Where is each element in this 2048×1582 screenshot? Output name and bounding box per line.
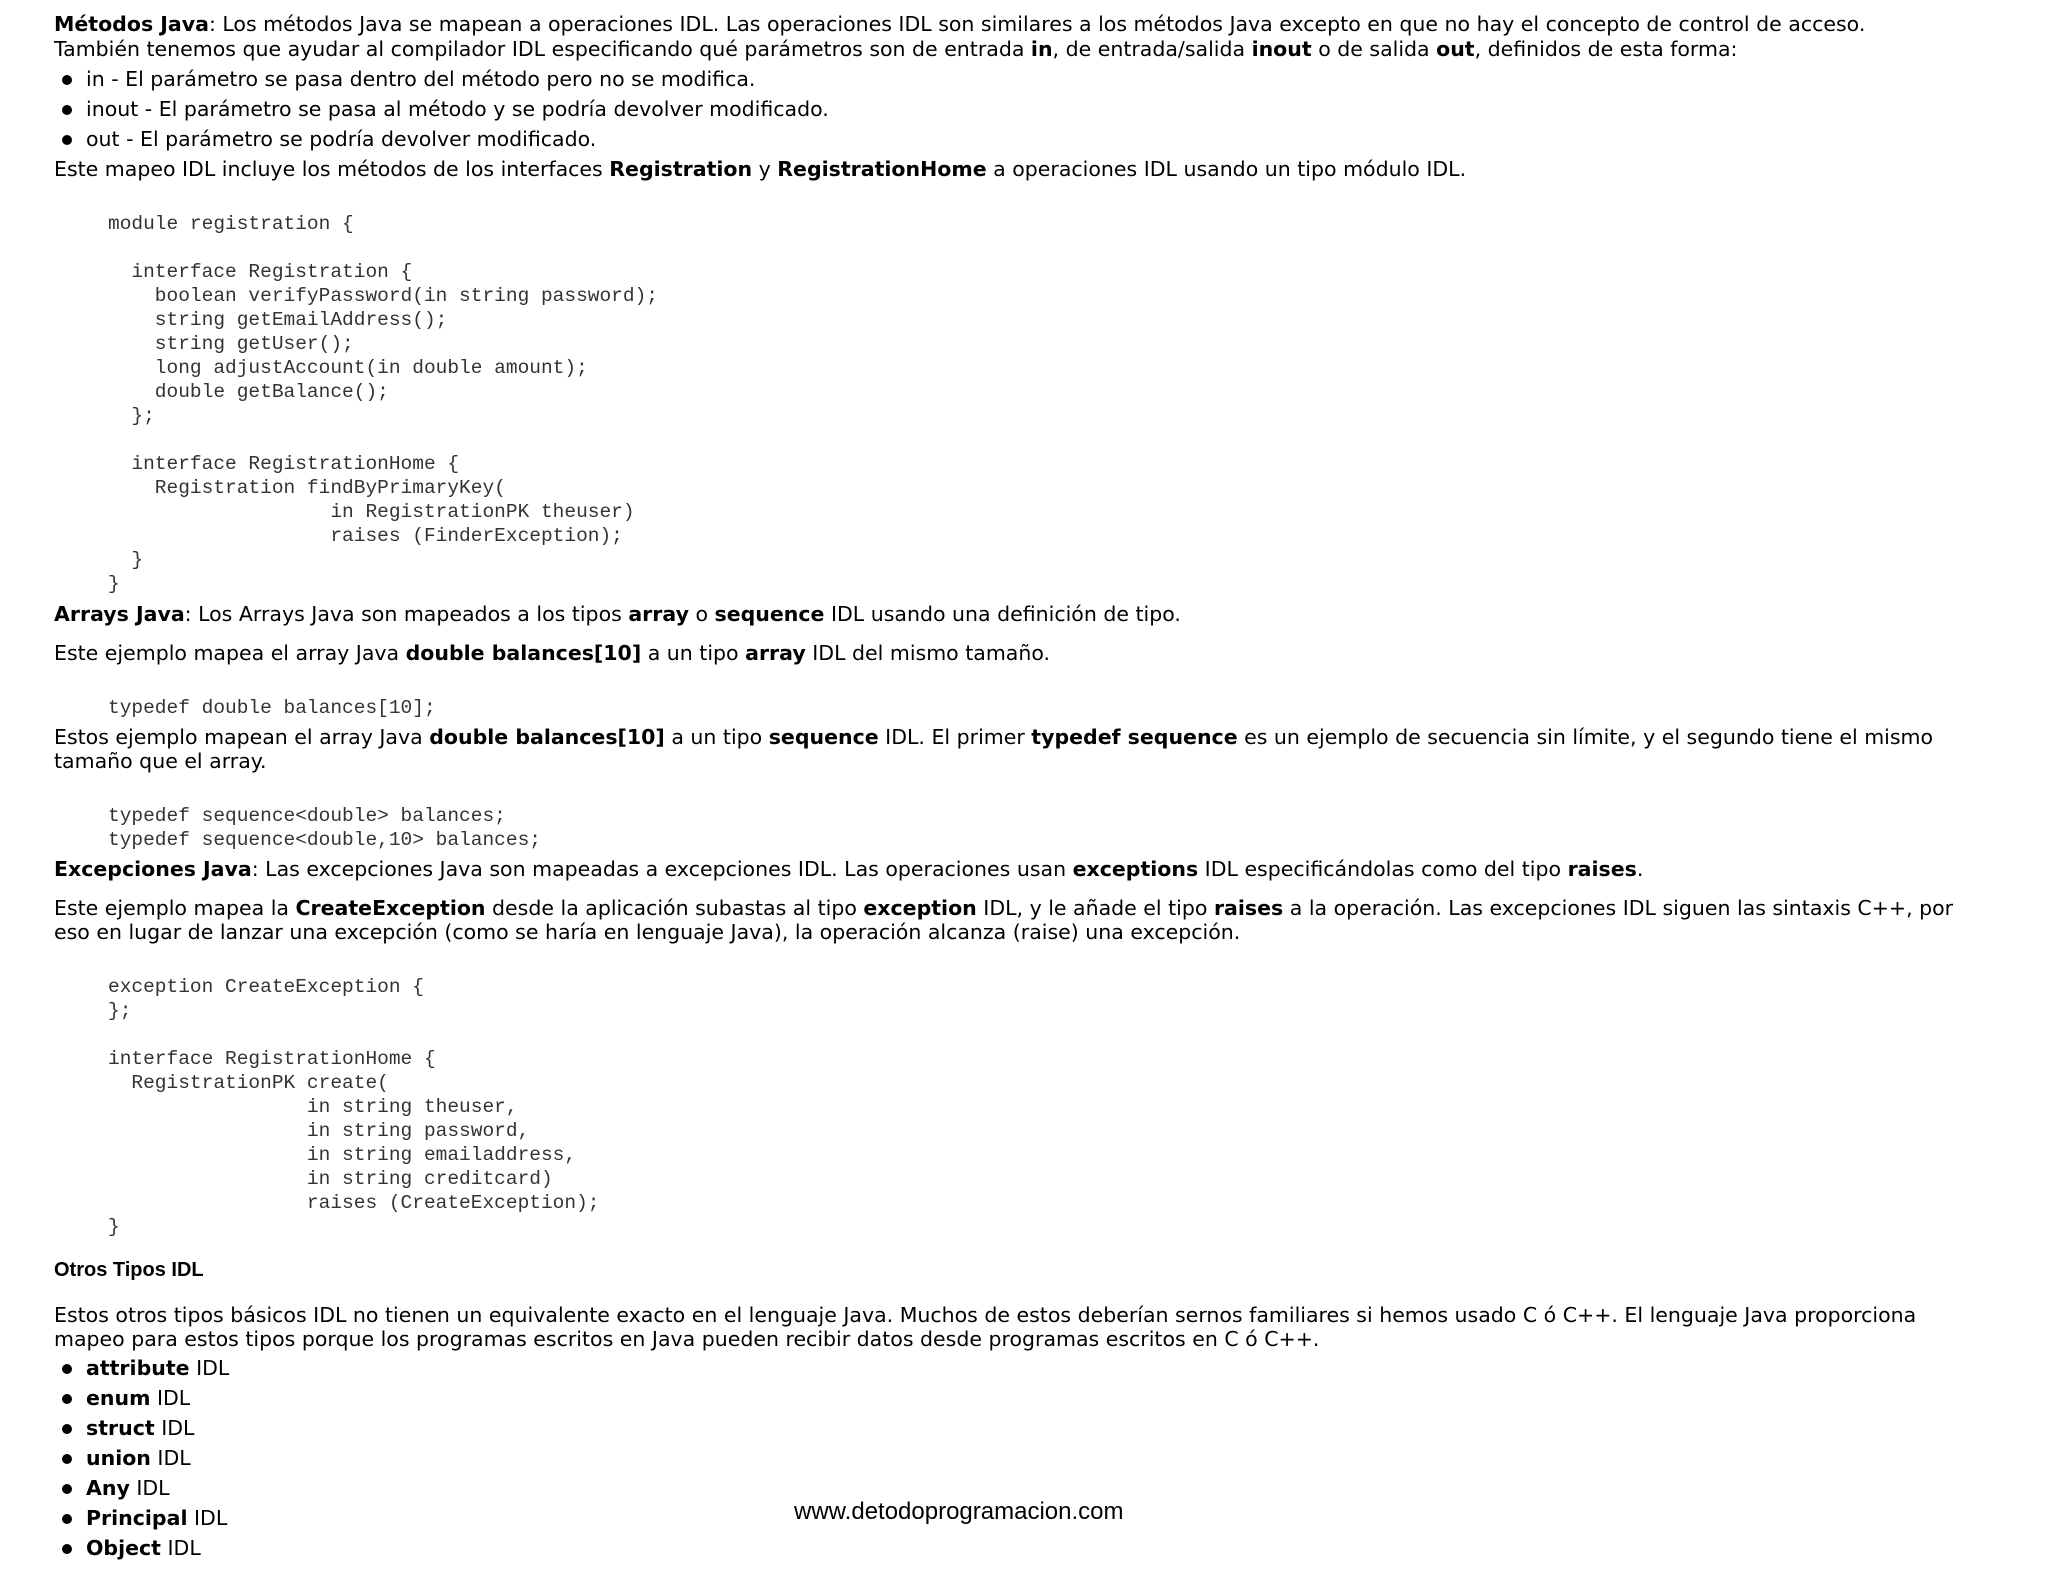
keyword-sequence: sequence	[714, 602, 825, 626]
bullet-icon	[62, 1514, 72, 1524]
otros-paragraph-line1: Estos otros tipos básicos IDL no tienen un equivalente exacto en el lenguaje Java. Muchos de estos deberían sernos familiares si hemos usado C ó C++. El lenguaje Java proporciona	[54, 1303, 1917, 1327]
bullet-icon	[62, 1544, 72, 1554]
arrays-ej2-text-d: es un ejemplo de secuencia sin límite, y el segundo tiene el mismo	[1237, 725, 1934, 749]
excepciones-ej-text-d: a la operación. Las excepciones IDL siguen las sintaxis C++, por	[1283, 896, 1954, 920]
arrays-term: Arrays Java	[54, 602, 185, 626]
list-item-suffix: IDL	[189, 1356, 230, 1380]
keyword-double-balances: double balances[10]	[405, 641, 642, 665]
keyword-out: out	[1436, 37, 1475, 61]
bullet-icon	[62, 105, 72, 115]
metodos-text: : Los métodos Java se mapean a operaciones IDL. Las operaciones IDL son similares a los métodos Java excepto en que no hay el concepto de control de acceso.	[208, 12, 1866, 36]
code-block-typedef-sequence: typedef sequence<double> balances; typedef sequence<double,10> balances;	[108, 805, 541, 851]
list-item-keyword: Object	[86, 1536, 161, 1560]
list-item-keyword: enum	[86, 1386, 151, 1410]
keyword-array: array	[628, 602, 689, 626]
metodos-text-a: También tenemos que ayudar al compilador IDL especificando qué parámetros son de entrada	[54, 37, 1031, 61]
metodos-text-d: , definidos de esta forma:	[1474, 37, 1738, 61]
mapeo-text-c: a operaciones IDL usando un tipo módulo IDL.	[986, 157, 1467, 181]
mapeo-text-a: Este mapeo IDL incluye los métodos de los interfaces	[54, 157, 610, 181]
keyword-array: array	[745, 641, 806, 665]
otros-paragraph-line2: mapeo para estos tipos porque los programas escritos en Java pueden recibir datos desde programas escritos en C ó C++.	[54, 1327, 1320, 1351]
code-block-typedef-array: typedef double balances[10];	[108, 697, 436, 719]
metodos-term: Métodos Java	[54, 12, 209, 36]
keyword-exception: exception	[863, 896, 977, 920]
list-item	[86, 127, 596, 151]
metodos-paragraph-line2	[54, 37, 1737, 61]
bullet-icon	[62, 1424, 72, 1434]
list-item	[86, 1386, 190, 1410]
arrays-text-c: IDL usando una definición de tipo.	[824, 602, 1181, 626]
keyword-inout: inout	[1251, 37, 1312, 61]
metodos-paragraph-line1	[54, 12, 1865, 36]
list-item	[86, 1476, 170, 1500]
code-block-module: module registration { interface Registration { boolean verifyPassword(in string password); string getEmailAddress(); string getUser(); long adjustAccount(in double amount); double getBalance(); }; interface RegistrationHome { Registration findByPrimaryKey( in RegistrationPK theuser) raises (FinderException); } }	[108, 213, 658, 595]
list-item	[86, 1536, 201, 1560]
arrays-ej1-text-b: a un tipo	[641, 641, 746, 665]
bullet-icon	[62, 75, 72, 85]
list-item-text: inout - El parámetro se pasa al método y se podría devolver modificado.	[86, 97, 829, 121]
excepciones-ej-text-c: IDL, y le añade el tipo	[976, 896, 1214, 920]
list-item-suffix: IDL	[150, 1386, 191, 1410]
keyword-typedef-sequence: typedef sequence	[1031, 725, 1238, 749]
list-item-keyword: Any	[86, 1476, 130, 1500]
section-heading-otros-tipos: Otros Tipos IDL	[54, 1259, 204, 1281]
arrays-text-b: o	[688, 602, 715, 626]
excepciones-term: Excepciones Java	[54, 857, 252, 881]
keyword-raises: raises	[1213, 896, 1284, 920]
list-item-suffix: IDL	[160, 1536, 201, 1560]
mapeo-text-b: y	[752, 157, 778, 181]
excepciones-ej-text-a: Este ejemplo mapea la	[54, 896, 296, 920]
mapeo-paragraph	[54, 157, 1466, 181]
arrays-ej2-text-a: Estos ejemplo mapean el array Java	[54, 725, 430, 749]
keyword-createexception: CreateException	[295, 896, 486, 920]
arrays-example2-line2: tamaño que el array.	[54, 749, 267, 773]
excepciones-example-line1	[54, 896, 1953, 920]
metodos-text-c: o de salida	[1311, 37, 1437, 61]
excepciones-text-c: .	[1636, 857, 1644, 881]
list-item	[86, 1506, 227, 1530]
list-item	[86, 97, 829, 121]
list-item	[86, 1446, 191, 1470]
keyword-exceptions: exceptions	[1072, 857, 1199, 881]
list-item-suffix: IDL	[187, 1506, 228, 1530]
excepciones-paragraph	[54, 857, 1643, 881]
arrays-example2-line1	[54, 725, 1933, 749]
list-item	[86, 1416, 194, 1440]
list-item	[86, 1356, 229, 1380]
footer-watermark-url: www.detodoprogramacion.com	[794, 1498, 1124, 1525]
keyword-in: in	[1030, 37, 1053, 61]
bullet-icon	[62, 1484, 72, 1494]
list-item-suffix: IDL	[150, 1446, 191, 1470]
list-item-text: out - El parámetro se podría devolver modificado.	[86, 127, 597, 151]
list-item-keyword: Principal	[86, 1506, 188, 1530]
arrays-ej2-text-b: a un tipo	[664, 725, 769, 749]
arrays-ej2-text-c: IDL. El primer	[878, 725, 1032, 749]
arrays-ej1-text-c: IDL del mismo tamaño.	[805, 641, 1051, 665]
metodos-text-b: , de entrada/salida	[1052, 37, 1252, 61]
keyword-double-balances: double balances[10]	[429, 725, 665, 749]
bullet-icon	[62, 1454, 72, 1464]
bullet-icon	[62, 1394, 72, 1404]
list-item-text: in - El parámetro se pasa dentro del método pero no se modifica.	[86, 67, 756, 91]
bullet-icon	[62, 1364, 72, 1374]
keyword-registrationhome: RegistrationHome	[777, 157, 987, 181]
excepciones-ej-text-b: desde la aplicación subastas al tipo	[485, 896, 864, 920]
list-item-suffix: IDL	[129, 1476, 170, 1500]
arrays-paragraph	[54, 602, 1181, 626]
list-item-keyword: attribute	[86, 1356, 190, 1380]
arrays-text-a: : Los Arrays Java son mapeados a los tipos	[184, 602, 629, 626]
list-item-keyword: struct	[86, 1416, 155, 1440]
excepciones-text-b: IDL especificándolas como del tipo	[1198, 857, 1568, 881]
list-item-keyword: union	[86, 1446, 151, 1470]
list-item-suffix: IDL	[154, 1416, 195, 1440]
arrays-ej1-text-a: Este ejemplo mapea el array Java	[54, 641, 406, 665]
bullet-icon	[62, 135, 72, 145]
excepciones-example-line2: eso en lugar de lanzar una excepción (como se haría en lenguaje Java), la operación alcanza (raise) una excepción.	[54, 920, 1241, 944]
arrays-example1-paragraph	[54, 641, 1050, 665]
keyword-registration: Registration	[609, 157, 753, 181]
keyword-raises: raises	[1567, 857, 1637, 881]
list-item	[86, 67, 755, 91]
code-block-exception: exception CreateException { }; interface RegistrationHome { RegistrationPK create( in string theuser, in string password, in string emailaddress, in string creditcard) raises (CreateException); }	[108, 976, 600, 1238]
keyword-sequence: sequence	[768, 725, 879, 749]
excepciones-text-a: : Las excepciones Java son mapeadas a excepciones IDL. Las operaciones usan	[251, 857, 1073, 881]
